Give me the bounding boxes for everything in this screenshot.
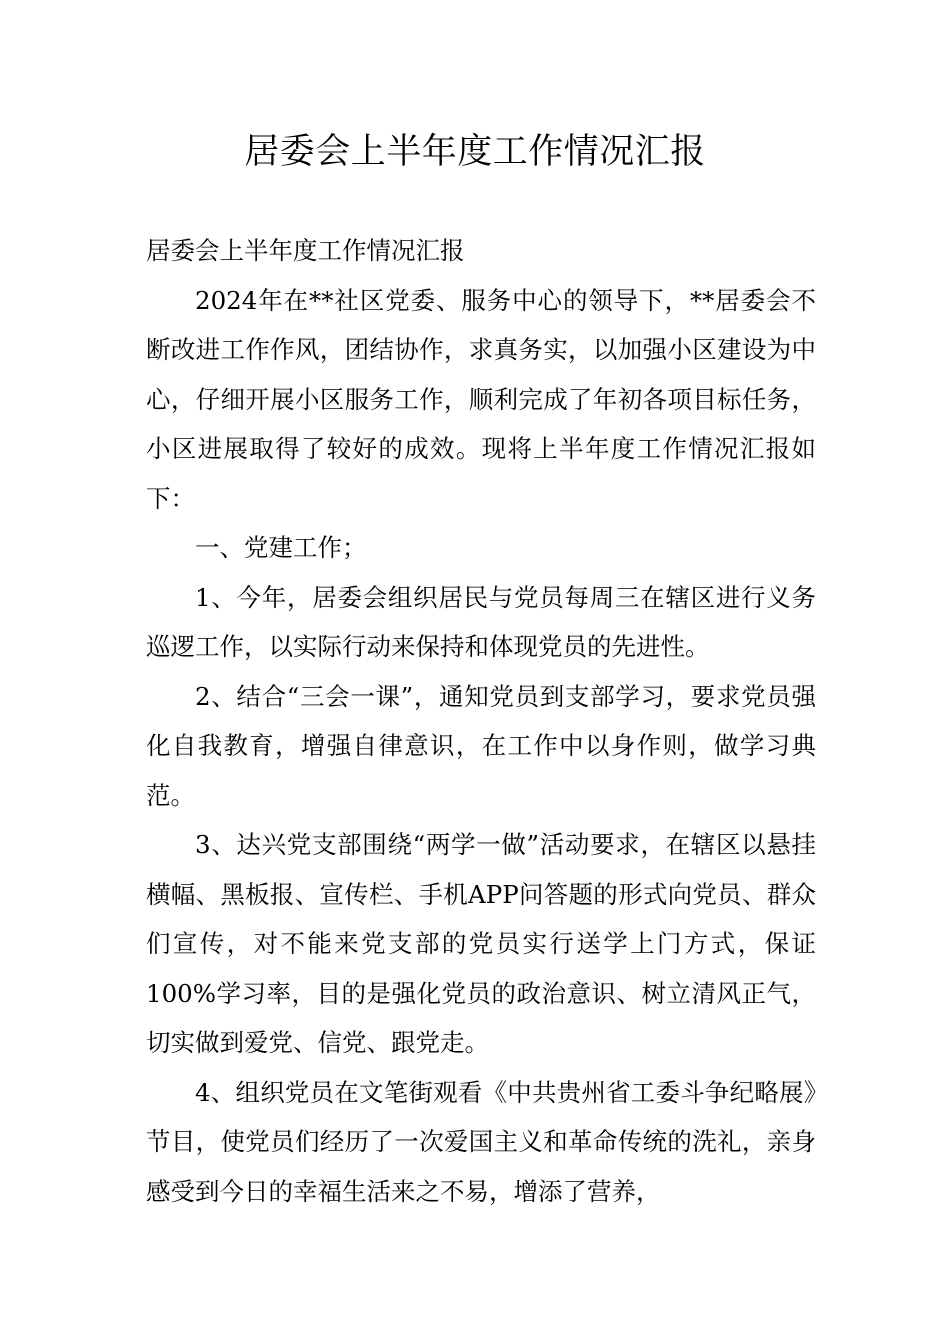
section-heading-party-building: 一、党建工作； [195,533,367,562]
subtitle-paragraph: 居委会上半年度工作情况汇报 [146,236,465,265]
item-paragraph-2: 2、结合“三会一课”，通知党员到支部学习，要求党员强化自我教育，增强自律意识，在工作中以身作则，做学习典范。 [146,681,816,810]
document-body [146,226,816,1216]
document-title: 居委会上半年度工作情况汇报 [244,132,706,172]
item-paragraph-1: 1、今年，居委会组织居民与党员每周三在辖区进行义务巡逻工作，以实际行动来保持和体现党员的先进性。 [146,582,816,661]
intro-paragraph: 2024年在**社区党委、服务中心的领导下，**居委会不断改进工作作风，团结协作，求真务实，以加强小区建设为中心，仔细开展小区服务工作，顺利完成了年初各项目标任务，小区进展取得了较好的成效。现将上半年度工作情况汇报如下： [146,285,816,513]
item-paragraph-3: 3、达兴党支部围绕“两学一做”活动要求，在辖区以悬挂横幅、黑板报、宣传栏、手机APP问答题的形式向党员、群众们宣传，对不能来党支部的党员实行送学上门方式，保证100%学习率，目的是强化党员的政治意识、树立清风正气，切实做到爱党、信党、跟党走。 [146,830,816,1057]
item-paragraph-4: 4、组织党员在文笔街观看《中共贵州省工委斗争纪略展》节目，使党员们经历了一次爱国主义和革命传统的洗礼，亲身感受到今日的幸福生活来之不易，增添了营养， [146,1077,816,1206]
